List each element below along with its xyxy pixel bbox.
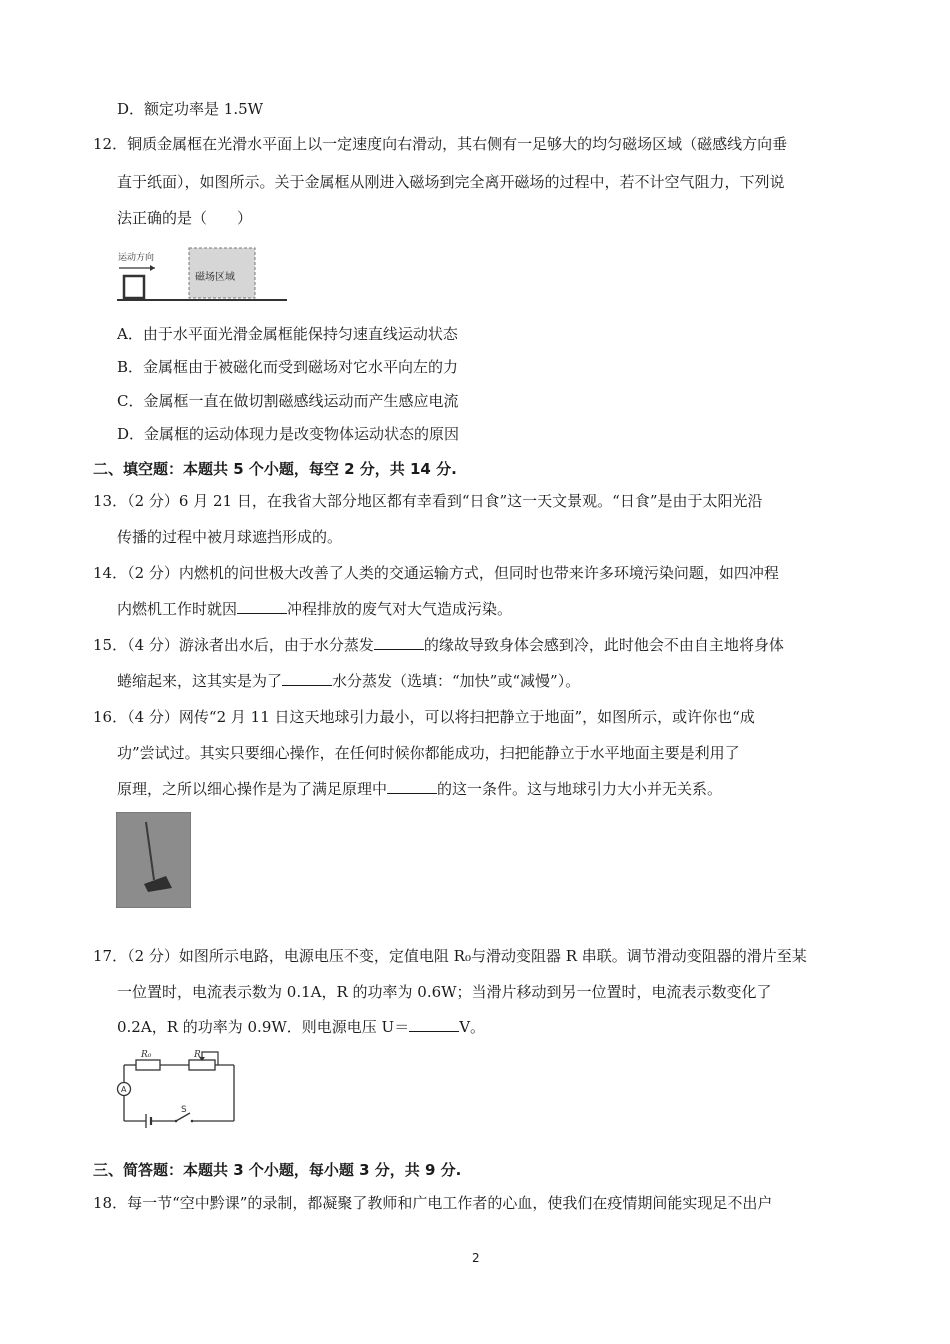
q15-answer-blank-1 [374, 635, 424, 650]
q15-line1-text-a: 15．（4 分）游泳者出水后，由于水分蒸发 [93, 636, 374, 654]
q12-option-a: A．由于水平面光滑金属框能保持匀速直线运动状态 [117, 325, 458, 343]
q12-stem-line3: 法正确的是（ ） [117, 209, 253, 227]
q12-magnetic-field-figure [115, 244, 290, 306]
fig-r-label: R [194, 1050, 201, 1060]
q17-line2: 一位置时，电流表示数为 0.1A，R 的功率为 0.6W；当滑片移动到另一位置时，电流表示数变化了 [117, 983, 772, 1001]
q17-circuit-diagram [112, 1048, 240, 1128]
q12-option-c: C．金属框一直在做切割磁感线运动而产生感应电流 [117, 392, 459, 410]
metal-frame [124, 276, 144, 298]
q16-line2: 功”尝试过。其实只要细心操作，在任何时候你都能成功，扫把能静立于水平地面主要是利用了 [117, 744, 740, 762]
section3-title: 三、简答题：本题共 3 个小题，每小题 3 分，共 9 分. [93, 1161, 462, 1179]
q14-line2-text-b: 冲程排放的废气对大气造成污染。 [287, 600, 513, 618]
q15-line1-text-b: 的缘故导致身体会感到冷，此时他会不由自主地将身体 [423, 636, 784, 654]
q15-answer-blank-2 [282, 671, 332, 686]
q12-stem-line1: 12．铜质金属框在光滑水平面上以一定速度向右滑动，其右侧有一足够大的均匀磁场区域（磁感线方向垂 [93, 135, 788, 153]
q12-option-d: D．金属框的运动体现力是改变物体运动状态的原因 [117, 425, 460, 443]
fig-field-label: 磁场区域 [195, 272, 235, 283]
q17-line3-text-b: V。 [459, 1018, 486, 1036]
q17-answer-blank [409, 1017, 459, 1032]
q17-line3 [117, 1017, 485, 1037]
fig-motion-label: 运动方向 [118, 253, 155, 263]
q16-line3-text-b: 的这一条件。这与地球引力大小并无关系。 [437, 780, 723, 798]
q14-line1: 14．（2 分）内燃机的问世极大改善了人类的交通运输方式，但同时也带来许多环境污染问题，如四冲程 [93, 564, 779, 582]
q16-line3 [117, 779, 722, 799]
q17-line3-text-a: 0.2A，R 的功率为 0.9W．则电源电压 U＝ [117, 1018, 410, 1036]
q16-line1: 16．（4 分）网传“2 月 11 日这天地球引力最小，可以将扫把静立于地面”，如图所示，或许你也“成 [93, 708, 755, 726]
section2-title: 二、填空题：本题共 5 个小题，每空 2 分，共 14 分. [93, 460, 457, 478]
q14-line2 [117, 599, 512, 619]
q12-stem-line2: 直于纸面），如图所示。关于金属框从刚进入磁场到完全离开磁场的过程中，若不计空气阻力，下列说 [117, 173, 785, 191]
resistor-r0 [136, 1060, 160, 1070]
q16-answer-blank [387, 779, 437, 794]
q15-line2 [117, 671, 580, 691]
fig-switch-label: S [181, 1105, 187, 1115]
fig-r0-label: R₀ [141, 1050, 152, 1060]
q12-option-b: B．金属框由于被磁化而受到磁场对它水平向左的力 [117, 358, 459, 376]
fig-ammeter-label: A [121, 1085, 127, 1094]
q16-broom-photo [116, 812, 191, 908]
page-number: 2 [472, 1251, 480, 1265]
q13-line2: 传播的过程中被月球遮挡形成的。 [117, 528, 343, 546]
q15-line1 [93, 635, 784, 655]
q13-line1: 13．（2 分）6 月 21 日，在我省大部分地区都有幸看到“日食”这一天文景观。“日食”是由于太阳光沿 [93, 492, 763, 510]
q16-line3-text-a: 原理，之所以细心操作是为了满足原理中 [117, 780, 388, 798]
q15-line2-text-b: 水分蒸发（选填：“加快”或“减慢”）。 [332, 672, 581, 690]
q11-option-d: D．额定功率是 1.5W [117, 100, 264, 118]
q15-line2-text-a: 蜷缩起来，这其实是为了 [117, 672, 283, 690]
rheostat-r [189, 1060, 215, 1070]
q17-line1: 17．（2 分）如图所示电路，电源电压不变，定值电阻 R₀与滑动变阻器 R 串联。调节滑动变阻器的滑片至某 [93, 947, 807, 965]
q18-line1: 18．每一节“空中黔课”的录制，都凝聚了教师和广电工作者的心血，使我们在疫情期间能实现足不出户 [93, 1194, 773, 1212]
q14-answer-blank [237, 599, 287, 614]
q14-line2-text-a: 内燃机工作时就因 [117, 600, 238, 618]
